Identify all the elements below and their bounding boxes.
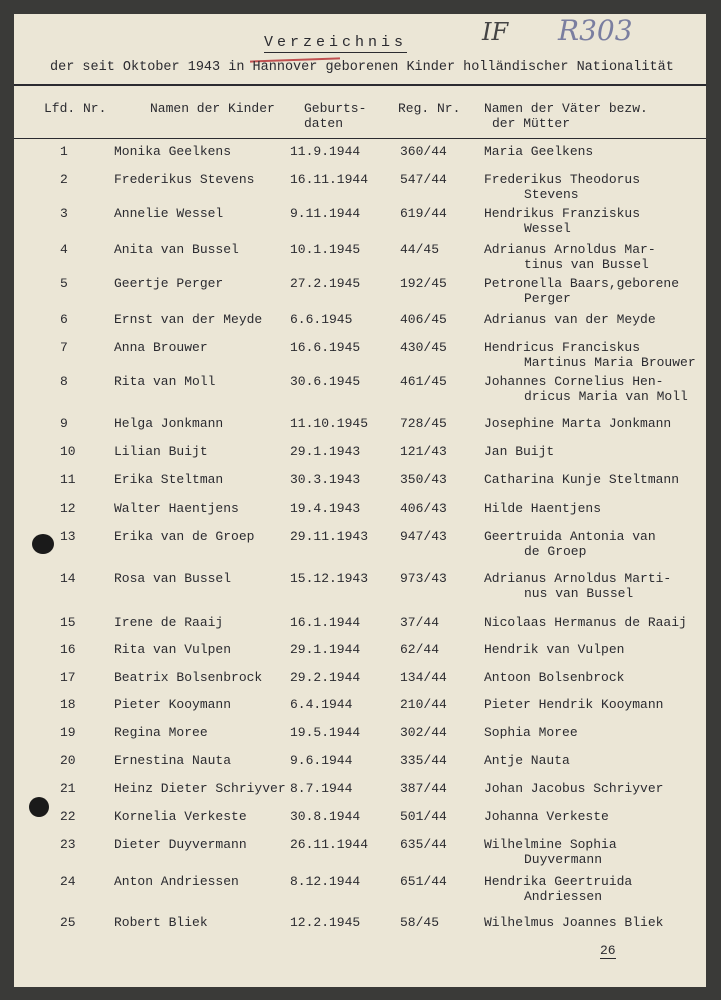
birth-date: 26.11.1944 <box>290 837 369 852</box>
parent-name: Petronella Baars,geborene <box>484 276 680 291</box>
parent-name: Johannes Cornelius Hen- <box>484 374 664 389</box>
row-number: 6 <box>60 312 68 327</box>
parent-name-continued: Duyvermann <box>524 852 603 867</box>
birth-date: 29.11.1943 <box>290 529 369 544</box>
parent-name-continued: tinus van Bussel <box>524 257 649 272</box>
child-name: Walter Haentjens <box>114 501 239 516</box>
registration-number: 37/44 <box>400 615 440 630</box>
birth-date: 8.7.1944 <box>290 781 353 796</box>
registration-number: 430/45 <box>400 340 447 355</box>
row-number: 13 <box>60 529 76 544</box>
birth-date: 16.6.1945 <box>290 340 361 355</box>
parent-name: Hilde Haentjens <box>484 501 602 516</box>
parent-name: Sophia Moree <box>484 725 578 740</box>
child-name: Kornelia Verkeste <box>114 809 247 824</box>
birth-date: 30.6.1945 <box>290 374 361 389</box>
column-header-date: Geburts- daten <box>304 101 367 131</box>
child-name: Heinz Dieter Schriyver <box>114 781 286 796</box>
row-number: 24 <box>60 874 76 889</box>
birth-date: 16.1.1944 <box>290 615 361 630</box>
parent-name: Wilhelmus Joannes Bliek <box>484 915 664 930</box>
parent-name: Adrianus Arnoldus Marti- <box>484 571 672 586</box>
row-number: 2 <box>60 172 68 187</box>
row-number: 18 <box>60 697 76 712</box>
registration-number: 121/43 <box>400 444 447 459</box>
child-name: Erika van de Groep <box>114 529 255 544</box>
row-number: 23 <box>60 837 76 852</box>
row-number: 17 <box>60 670 76 685</box>
birth-date: 16.11.1944 <box>290 172 369 187</box>
registration-number: 947/43 <box>400 529 447 544</box>
parent-name: Hendrika Geertruida <box>484 874 633 889</box>
birth-date: 29.1.1944 <box>290 642 361 657</box>
registration-number: 547/44 <box>400 172 447 187</box>
registration-number: 387/44 <box>400 781 447 796</box>
registration-number: 728/45 <box>400 416 447 431</box>
birth-date: 9.6.1944 <box>290 753 353 768</box>
birth-date: 8.12.1944 <box>290 874 361 889</box>
column-header-rule <box>14 138 706 139</box>
parent-name-continued: nus van Bussel <box>524 586 634 601</box>
header-rule <box>14 84 706 86</box>
child-name: Frederikus Stevens <box>114 172 255 187</box>
parent-name: Wilhelmine Sophia <box>484 837 617 852</box>
birth-date: 15.12.1943 <box>290 571 369 586</box>
punch-hole-top <box>32 534 54 554</box>
punch-hole-bottom <box>29 797 49 817</box>
registration-number: 406/43 <box>400 501 447 516</box>
parent-name-continued: Wessel <box>524 221 571 236</box>
child-name: Rita van Moll <box>114 374 216 389</box>
row-number: 11 <box>60 472 76 487</box>
handwritten-mark-r303: R303 <box>558 14 633 47</box>
parent-name: Josephine Marta Jonkmann <box>484 416 672 431</box>
child-name: Erika Steltman <box>114 472 224 487</box>
parent-name: Maria Geelkens <box>484 144 594 159</box>
birth-date: 27.2.1945 <box>290 276 361 291</box>
child-name: Rita van Vulpen <box>114 642 232 657</box>
child-name: Pieter Kooymann <box>114 697 232 712</box>
row-number: 19 <box>60 725 76 740</box>
child-name: Regina Moree <box>114 725 208 740</box>
child-name: Dieter Duyvermann <box>114 837 247 852</box>
birth-date: 9.11.1944 <box>290 206 361 221</box>
row-number: 25 <box>60 915 76 930</box>
parent-name: Hendrikus Franziskus <box>484 206 641 221</box>
birth-date: 6.6.1945 <box>290 312 353 327</box>
parent-name: Johan Jacobus Schriyver <box>484 781 664 796</box>
handwritten-mark-if: IF <box>482 18 509 46</box>
registration-number: 210/44 <box>400 697 447 712</box>
registration-number: 360/44 <box>400 144 447 159</box>
row-number: 15 <box>60 615 76 630</box>
row-number: 3 <box>60 206 68 221</box>
row-number: 16 <box>60 642 76 657</box>
birth-date: 6.4.1944 <box>290 697 353 712</box>
parent-name: Antoon Bolsenbrock <box>484 670 625 685</box>
parent-name-continued: de Groep <box>524 544 587 559</box>
registration-number: 406/45 <box>400 312 447 327</box>
parent-name: Frederikus Theodorus <box>484 172 641 187</box>
registration-number: 501/44 <box>400 809 447 824</box>
row-number: 12 <box>60 501 76 516</box>
row-number: 9 <box>60 416 68 431</box>
registration-number: 134/44 <box>400 670 447 685</box>
row-number: 1 <box>60 144 68 159</box>
row-number: 21 <box>60 781 76 796</box>
child-name: Anita van Bussel <box>114 242 239 257</box>
document-page <box>14 14 706 987</box>
parent-name-continued: Martinus Maria Brouwer <box>524 355 696 370</box>
column-header-reg: Reg. Nr. <box>398 101 461 116</box>
child-name: Irene de Raaij <box>114 615 224 630</box>
registration-number: 62/44 <box>400 642 440 657</box>
child-name: Annelie Wessel <box>114 206 224 221</box>
child-name: Geertje Perger <box>114 276 224 291</box>
parent-name: Pieter Hendrik Kooymann <box>484 697 664 712</box>
registration-number: 619/44 <box>400 206 447 221</box>
birth-date: 10.1.1945 <box>290 242 361 257</box>
row-number: 14 <box>60 571 76 586</box>
birth-date: 29.2.1944 <box>290 670 361 685</box>
parent-name: Nicolaas Hermanus de Raaij <box>484 615 687 630</box>
row-number: 10 <box>60 444 76 459</box>
child-name: Ernst van der Meyde <box>114 312 263 327</box>
child-name: Beatrix Bolsenbrock <box>114 670 263 685</box>
birth-date: 19.4.1943 <box>290 501 361 516</box>
parent-name-continued: Perger <box>524 291 571 306</box>
parent-name: Geertruida Antonia van <box>484 529 656 544</box>
child-name: Anton Andriessen <box>114 874 239 889</box>
child-name: Helga Jonkmann <box>114 416 224 431</box>
parent-name: Hendrik van Vulpen <box>484 642 625 657</box>
document-subtitle: der seit Oktober 1943 in Hannover geborenen Kinder holländischer Nationalität <box>50 60 674 75</box>
registration-number: 58/45 <box>400 915 440 930</box>
birth-date: 11.10.1945 <box>290 416 369 431</box>
column-header-parents: Namen der Väter bezw. der Mütter <box>484 101 648 131</box>
registration-number: 350/43 <box>400 472 447 487</box>
parent-name-continued: Stevens <box>524 187 579 202</box>
row-number: 8 <box>60 374 68 389</box>
registration-number: 651/44 <box>400 874 447 889</box>
registration-number: 973/43 <box>400 571 447 586</box>
child-name: Lilian Buijt <box>114 444 208 459</box>
birth-date: 29.1.1943 <box>290 444 361 459</box>
birth-date: 12.2.1945 <box>290 915 361 930</box>
parent-name-continued: dricus Maria van Moll <box>524 389 688 404</box>
parent-name-continued: Andriessen <box>524 889 603 904</box>
birth-date: 11.9.1944 <box>290 144 361 159</box>
row-number: 22 <box>60 809 76 824</box>
registration-number: 335/44 <box>400 753 447 768</box>
birth-date: 19.5.1944 <box>290 725 361 740</box>
page-number: 26 <box>600 943 616 958</box>
column-header-name: Namen der Kinder <box>150 101 275 116</box>
row-number: 4 <box>60 242 68 257</box>
child-name: Robert Bliek <box>114 915 208 930</box>
registration-number: 302/44 <box>400 725 447 740</box>
birth-date: 30.8.1944 <box>290 809 361 824</box>
parent-name: Adrianus van der Meyde <box>484 312 656 327</box>
parent-name: Hendricus Franciskus <box>484 340 641 355</box>
birth-date: 30.3.1943 <box>290 472 361 487</box>
parent-name: Antje Nauta <box>484 753 570 768</box>
child-name: Anna Brouwer <box>114 340 208 355</box>
registration-number: 44/45 <box>400 242 440 257</box>
child-name: Rosa van Bussel <box>114 571 232 586</box>
row-number: 5 <box>60 276 68 291</box>
registration-number: 635/44 <box>400 837 447 852</box>
column-header-nr: Lfd. Nr. <box>44 101 107 116</box>
row-number: 20 <box>60 753 76 768</box>
parent-name: Johanna Verkeste <box>484 809 609 824</box>
document-title: Verzeichnis <box>264 34 408 51</box>
registration-number: 461/45 <box>400 374 447 389</box>
child-name: Monika Geelkens <box>114 144 232 159</box>
row-number: 7 <box>60 340 68 355</box>
parent-name: Catharina Kunje Steltmann <box>484 472 680 487</box>
parent-name: Adrianus Arnoldus Mar- <box>484 242 656 257</box>
child-name: Ernestina Nauta <box>114 753 232 768</box>
parent-name: Jan Buijt <box>484 444 555 459</box>
registration-number: 192/45 <box>400 276 447 291</box>
